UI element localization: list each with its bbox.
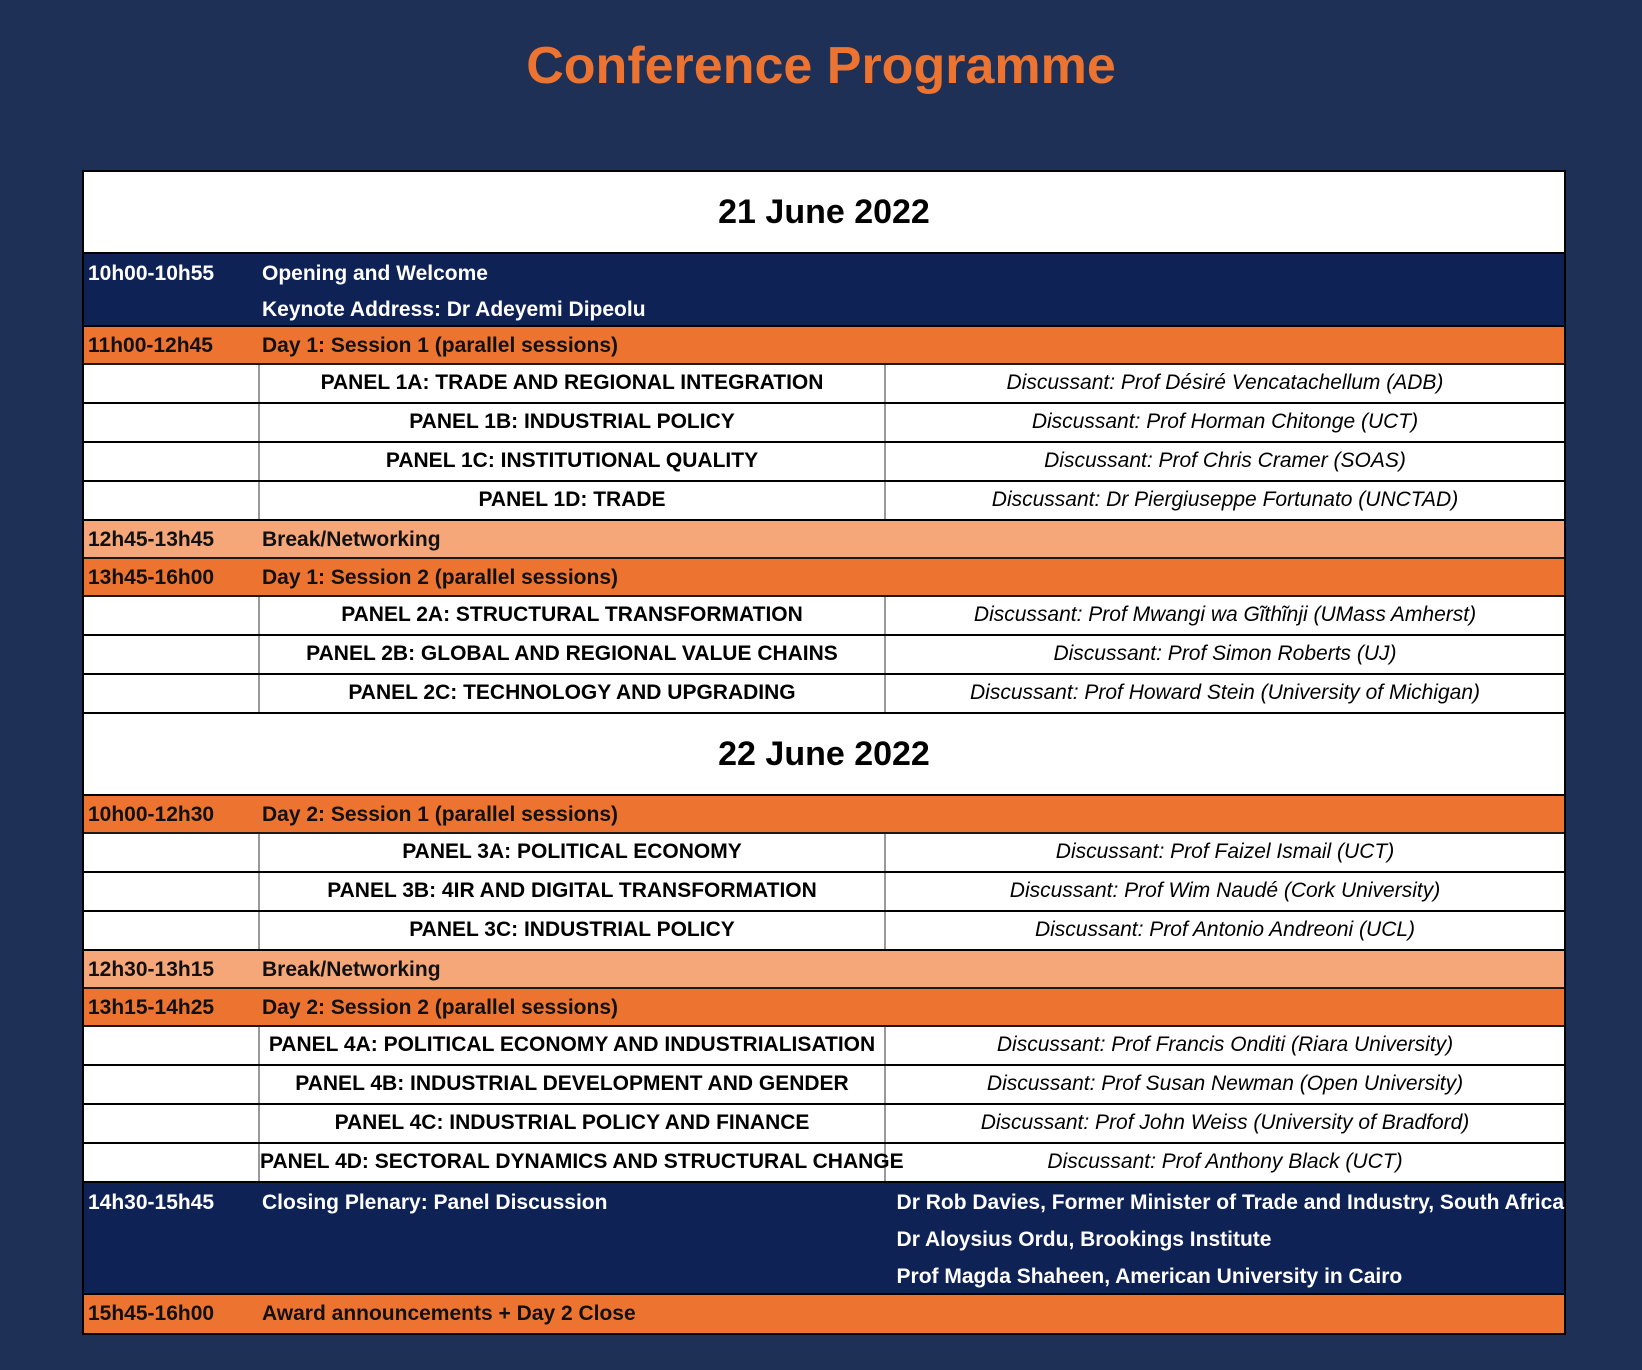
panel-row — [84, 675, 1564, 714]
panel-name: PANEL 4B: INDUSTRIAL DEVELOPMENT AND GENDER — [260, 1066, 886, 1103]
panel-name: PANEL 4D: SECTORAL DYNAMICS AND STRUCTURAL CHANGE — [260, 1144, 886, 1181]
break-row — [84, 521, 1564, 559]
day-heading: 22 June 2022 — [84, 714, 1564, 796]
panel-discussant: Discussant: Prof Anthony Black (UCT) — [1047, 1150, 1403, 1173]
time-cell: 13h15-14h25 — [88, 996, 215, 1019]
programme-table — [82, 170, 1566, 1335]
panel-discussant: Discussant: Prof Chris Cramer (SOAS) — [1044, 449, 1406, 472]
panel-discussant: Discussant: Prof Faizel Ismail (UCT) — [1055, 840, 1395, 863]
panel-name: PANEL 2C: TECHNOLOGY AND UPGRADING — [260, 675, 886, 712]
session-row — [84, 327, 1564, 365]
panel-discussant: Discussant: Prof Susan Newman (Open University) — [986, 1072, 1464, 1095]
time-cell: 11h00-12h45 — [88, 334, 213, 357]
panel-row — [84, 834, 1564, 873]
panel-name: PANEL 1D: TRADE — [260, 482, 886, 519]
session-label: Day 2: Session 2 (parallel sessions) — [262, 996, 618, 1019]
panel-discussant: Discussant: Prof Francis Onditi (Riara University) — [996, 1033, 1454, 1056]
time-cell: 13h45-16h00 — [88, 566, 215, 589]
panel-name: PANEL 3A: POLITICAL ECONOMY — [260, 834, 886, 871]
day-heading: 21 June 2022 — [84, 172, 1564, 254]
panel-name: PANEL 1A: TRADE AND REGIONAL INTEGRATION — [260, 365, 886, 402]
speaker-item: Dr Aloysius Ordu, Brookings Institute — [896, 1228, 1272, 1251]
panel-row — [84, 443, 1564, 482]
panel-discussant: Discussant: Prof Mwangi wa Gĩthĩnji (UMass Amherst) — [973, 603, 1477, 626]
keynote-line: Keynote Address: Dr Adeyemi Dipeolu — [262, 298, 646, 321]
panel-discussant: Discussant: Prof John Weiss (University of Bradford) — [980, 1111, 1470, 1134]
panel-row — [84, 365, 1564, 404]
page-title: Conference Programme — [526, 37, 1116, 95]
speaker-item: Prof Magda Shaheen, American University in Cairo — [896, 1265, 1403, 1288]
closing-plenary-row — [84, 1183, 1564, 1295]
panel-name: PANEL 4C: INDUSTRIAL POLICY AND FINANCE — [260, 1105, 886, 1142]
panel-discussant: Discussant: Prof Howard Stein (University of Michigan) — [969, 681, 1480, 704]
time-cell: 12h45-13h45 — [88, 528, 215, 551]
session-row — [84, 989, 1564, 1027]
panel-row — [84, 404, 1564, 443]
session-label: Day 2: Session 1 (parallel sessions) — [262, 803, 618, 826]
break-row — [84, 951, 1564, 989]
session-label: Day 1: Session 1 (parallel sessions) — [262, 334, 618, 357]
break-label: Break/Networking — [262, 528, 441, 551]
panel-discussant: Discussant: Prof Désiré Vencatachellum (ADB) — [1006, 371, 1444, 394]
panel-row — [84, 1027, 1564, 1066]
session-row — [84, 796, 1564, 834]
panel-discussant: Discussant: Dr Piergiuseppe Fortunato (UNCTAD) — [991, 488, 1459, 511]
panel-name: PANEL 2A: STRUCTURAL TRANSFORMATION — [260, 597, 886, 634]
panel-row — [84, 1066, 1564, 1105]
time-cell: 15h45-16h00 — [88, 1302, 215, 1325]
panel-name: PANEL 2B: GLOBAL AND REGIONAL VALUE CHAINS — [260, 636, 886, 673]
time-cell: 12h30-13h15 — [88, 958, 215, 981]
time-cell: 10h00-12h30 — [88, 803, 215, 826]
break-label: Break/Networking — [262, 958, 441, 981]
opening-row — [84, 254, 1564, 327]
speaker-item: Dr Rob Davies, Former Minister of Trade and Industry, South Africa — [896, 1191, 1564, 1214]
panel-row — [84, 636, 1564, 675]
panel-name: PANEL 3C: INDUSTRIAL POLICY — [260, 912, 886, 949]
opening-line: Opening and Welcome — [262, 262, 488, 285]
panel-row — [84, 597, 1564, 636]
panel-name: PANEL 1C: INSTITUTIONAL QUALITY — [260, 443, 886, 480]
panel-row — [84, 912, 1564, 951]
panel-discussant: Discussant: Prof Horman Chitonge (UCT) — [1031, 410, 1419, 433]
panel-name: PANEL 4A: POLITICAL ECONOMY AND INDUSTRIALISATION — [260, 1027, 886, 1064]
time-cell: 10h00-10h55 — [88, 262, 215, 285]
session-row — [84, 559, 1564, 597]
award-label: Award announcements + Day 2 Close — [262, 1302, 636, 1325]
speaker-list — [891, 1183, 1564, 1293]
panel-row — [84, 873, 1564, 912]
panel-discussant: Discussant: Prof Antonio Andreoni (UCL) — [1034, 918, 1416, 941]
panel-row — [84, 482, 1564, 521]
time-cell: 14h30-15h45 — [88, 1191, 215, 1214]
panel-row — [84, 1105, 1564, 1144]
closing-award-row — [84, 1295, 1564, 1333]
panel-row — [84, 1144, 1564, 1183]
panel-discussant: Discussant: Prof Wim Naudé (Cork University) — [1009, 879, 1441, 902]
panel-name: PANEL 1B: INDUSTRIAL POLICY — [260, 404, 886, 441]
panel-discussant: Discussant: Prof Simon Roberts (UJ) — [1053, 642, 1397, 665]
closing-label: Closing Plenary: Panel Discussion — [262, 1191, 608, 1214]
panel-name: PANEL 3B: 4IR AND DIGITAL TRANSFORMATION — [260, 873, 886, 910]
session-label: Day 1: Session 2 (parallel sessions) — [262, 566, 618, 589]
